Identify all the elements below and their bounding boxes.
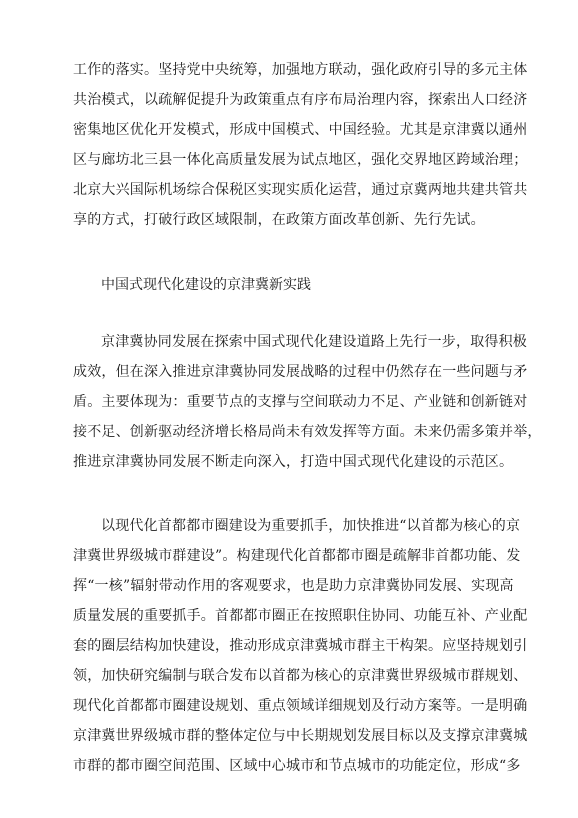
section-heading: 中国式现代化建设的京津冀新实践 — [101, 277, 311, 293]
text-line: 密集地区优化开发模式，形成中国模式、中国经验。尤其是京津冀以通州 — [73, 122, 528, 138]
text-line: 挥“一核”辐射带动作用的客观要求，也是助力京津冀协同发展、实现高 — [73, 578, 514, 594]
text-line: 区与廊坊北三县一体化高质量发展为试点地区，强化交界地区跨域治理； — [73, 152, 528, 168]
text-line: 共治模式，以疏解促提升为政策重点有序布局治理内容，探索出人口经济 — [73, 92, 528, 108]
text-line: 现代化首都都市圈建设规划、重点领域详细规划及行动方案等。一是明确 — [73, 698, 528, 714]
text-line: 京津冀世界级城市群的整体定位与中长期规划发展目标以及支撑京津冀城 — [73, 728, 528, 744]
text-line: 套的圈层结构加快建设，推动形成京津冀城市群主干构架。应坚持规划引 — [73, 638, 528, 654]
text-line: 享的方式，打破行政区域限制，在政策方面改革创新、先行先试。 — [73, 212, 485, 228]
text-line: 盾。主要体现为：重要节点的支撑与空间联动力不足、产业链和创新链对 — [73, 394, 528, 410]
text-line: 接不足、创新驱动经济增长格局尚未有效发挥等方面。未来仍需多策并举， — [73, 424, 542, 440]
text-line: 以现代化首都都市圈建设为重要抓手，加快推进“以首都为核心的京 — [101, 518, 521, 534]
text-line: 质量发展的重要抓手。首都都市圈正在按照职住协同、功能互补、产业配 — [73, 608, 528, 624]
paragraph-2 — [73, 511, 528, 781]
text-line: 市群的都市圈空间范围、区域中心城市和节点城市的功能定位，形成“多 — [73, 758, 521, 774]
paragraph-1 — [73, 327, 542, 477]
text-line: 工作的落实。坚持党中央统筹，加强地方联动，强化政府引导的多元主体 — [73, 62, 528, 78]
text-line: 北京大兴国际机场综合保税区实现实质化运营，通过京冀两地共建共管共 — [73, 182, 528, 198]
text-line: 津冀世界级城市群建设”。构建现代化首都都市圈是疏解非首都功能、发 — [73, 548, 521, 564]
intro-paragraph — [73, 55, 528, 235]
text-line: 京津冀协同发展在探索中国式现代化建设道路上先行一步，取得积极 — [101, 334, 527, 350]
text-line: 领，加快研究编制与联合发布以首都为核心的京津冀世界级城市群规划、 — [73, 668, 528, 684]
text-line: 成效，但在深入推进京津冀协同发展战略的过程中仍然存在一些问题与矛 — [73, 364, 528, 380]
text-line: 推进京津冀协同发展不断走向深入，打造中国式现代化建设的示范区。 — [73, 454, 514, 470]
